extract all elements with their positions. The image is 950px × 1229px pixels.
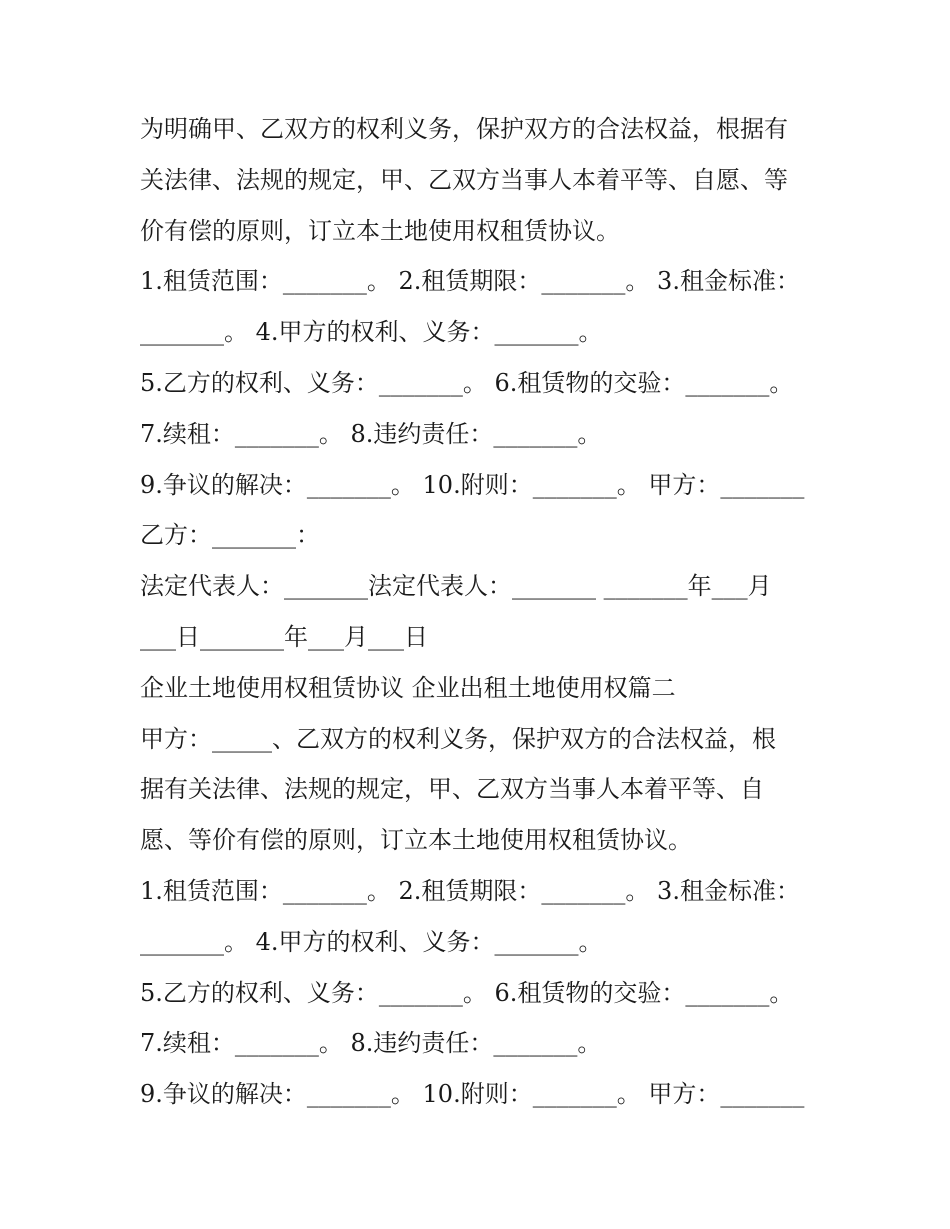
clause-line: 7.续租：_______。 8.违约责任：_______。: [140, 419, 602, 448]
signature-line: 法定代表人：_______法定代表人：_______ _______年___月: [140, 572, 772, 601]
clause-line: 5.乙方的权利、义务：_______。 6.租赁物的交验：_______。: [140, 978, 794, 1007]
paragraph-line: 愿、等价有偿的原则，订立本土地使用权租赁协议。: [140, 826, 692, 855]
paragraph-line: 甲方：_____、乙双方的权利义务，保护双方的合法权益，根: [140, 724, 776, 753]
paragraph-line: 为明确甲、乙双方的权利义务，保护双方的合法权益，根据有: [140, 115, 788, 143]
clause-line: 1.租赁范围：_______。 2.租赁期限：_______。 3.租金标准：: [140, 267, 800, 296]
clause-line: _______。 4.甲方的权利、义务：_______。: [140, 318, 603, 347]
clause-line: 1.租赁范围：_______。 2.租赁期限：_______。 3.租金标准：: [140, 876, 800, 905]
paragraph-line: 关法律、法规的规定，甲、乙双方当事人本着平等、自愿、等: [140, 165, 788, 194]
clause-line: _______。 4.甲方的权利、义务：_______。: [140, 927, 603, 956]
clause-line: 7.续租：_______。 8.违约责任：_______。: [140, 1029, 602, 1058]
clause-line: 9.争议的解决：_______。 10.附则：_______。 甲方：_______: [140, 1080, 805, 1109]
section-title: 企业土地使用权租赁协议 企业出租土地使用权篇二: [140, 673, 676, 702]
paragraph-line: 据有关法律、法规的规定，甲、乙双方当事人本着平等、自: [140, 775, 764, 804]
paragraph-line: 价有偿的原则，订立本土地使用权租赁协议。: [140, 216, 620, 245]
document-body: [140, 104, 820, 1120]
date-line: ___日_______年___月___日: [140, 622, 428, 651]
clause-line: 5.乙方的权利、义务：_______。 6.租赁物的交验：_______。: [140, 368, 794, 397]
signature-line: 乙方：_______：: [140, 521, 320, 550]
clause-line: 9.争议的解决：_______。 10.附则：_______。 甲方：_______: [140, 470, 805, 499]
